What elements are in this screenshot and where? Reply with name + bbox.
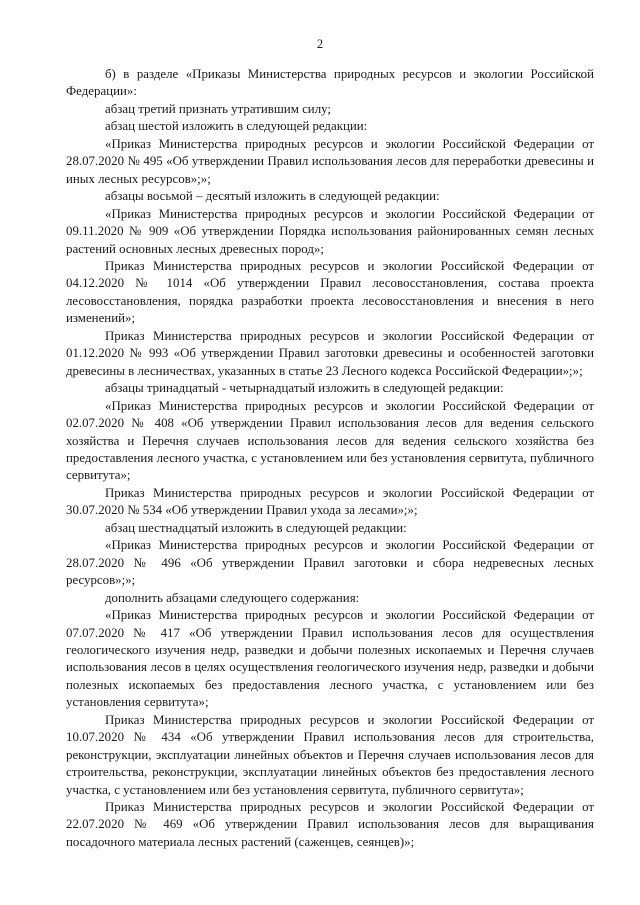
- paragraph-order-993: Приказ Министерства природных ресурсов и экологии Российской Федерации от 01.12.2020 № 993 «Об утверждении Правил заготовки древесины и особенностей заготовки древесины в лесничествах, указанных в статье 23 Лесного кодекса Российской Федерации»;»;: [66, 328, 594, 378]
- paragraph-order-408: «Приказ Министерства природных ресурсов и экологии Российской Федерации от 02.07.2020 № 408 «Об утверждении Правил использования лесов для ведения сельского хозяйства и Перечня случаев использования лесов для ведения сельского хозяйства без предоставления лесного участка, с установлением или без установления сервитута, публичного сервитута»;: [66, 398, 594, 483]
- paragraph-supplement-intro: дополнить абзацами следующего содержания:: [105, 590, 360, 605]
- paragraph-abzac-6-intro: абзац шестой изложить в следующей редакции:: [105, 119, 368, 134]
- paragraph-order-469: Приказ Министерства природных ресурсов и экологии Российской Федерации от 22.07.2020 № 469 «Об утверждении Правил использования лесов для выращивания посадочного материала лесных растений (саженцев, сеянцев)»;: [66, 800, 594, 849]
- paragraph-order-434: Приказ Министерства природных ресурсов и экологии Российской Федерации от 10.07.2020 № 434 «Об утверждении Правил использования лесов для строительства, реконструкции, эксплуатации линейных объектов и Перечня случаев использования лесов для строительства, реконструкции, эксплуатации линейных объектов без предоставления лесного участка, с установлением или без установления сервитута, публичного сервитута»;: [66, 712, 594, 797]
- paragraph-order-909: «Приказ Министерства природных ресурсов и экологии Российской Федерации от 09.11.2020 № 909 «Об утверждении Порядка использования районированных семян лесных растений основных лесных древесных пород»;: [66, 206, 594, 256]
- paragraph-order-495: «Приказ Министерства природных ресурсов и экологии Российской Федерации от 28.07.2020 № 495 «Об утверждении Правил использования лесов для переработки древесины и иных лесных ресурсов»;»;: [66, 136, 594, 186]
- paragraph-abzac-13-14-intro: абзацы тринадцатый - четырнадцатый изложить в следующей редакции:: [105, 381, 504, 396]
- paragraph-order-534: Приказ Министерства природных ресурсов и экологии Российской Федерации от 30.07.2020 № 534 «Об утверждении Правил ухода за лесами»;»;: [66, 485, 594, 518]
- paragraph-abzac-8-10-intro: абзацы восьмой – десятый изложить в следующей редакции:: [105, 189, 440, 204]
- paragraph-abzac-3-repeal: абзац третий признать утратившим силу;: [105, 101, 331, 116]
- document-body: [66, 66, 594, 851]
- paragraph-order-417: «Приказ Министерства природных ресурсов и экологии Российской Федерации от 07.07.2020 № 417 «Об утверждении Правил использования лесов для осуществления геологического изучения недр, разведки и добычи полезных ископаемых и Перечня случаев использования лесов в целях осуществления геологического изучения недр, разведки и добычи полезных ископаемых без предоставления лесного участка, с установлением или без установления сервитута»;: [66, 608, 594, 710]
- page-number: 2: [316, 37, 324, 51]
- paragraph-amendment-section-b: б) в разделе «Приказы Министерства природных ресурсов и экологии Российской Федерации»:: [66, 67, 594, 99]
- paragraph-order-496: «Приказ Министерства природных ресурсов и экологии Российской Федерации от 28.07.2020 № 496 «Об утверждении Правил заготовки и сбора недревесных лесных ресурсов»;»;: [66, 538, 594, 588]
- paragraph-order-1014: Приказ Министерства природных ресурсов и экологии Российской Федерации от 04.12.2020 № 1014 «Об утверждении Правил лесовосстановления, состава проекта лесовосстановления, порядка разработки проекта лесовосстановления и внесения в него изменений»;: [66, 258, 594, 326]
- paragraph-abzac-16-intro: абзац шестнадцатый изложить в следующей редакции:: [105, 520, 407, 535]
